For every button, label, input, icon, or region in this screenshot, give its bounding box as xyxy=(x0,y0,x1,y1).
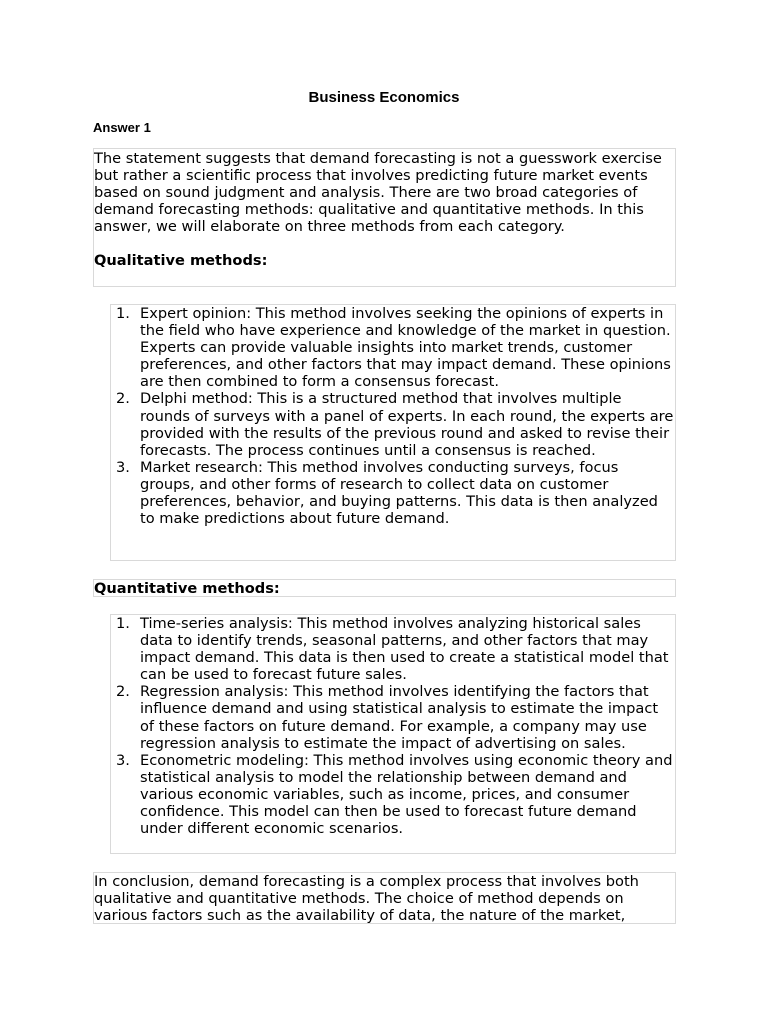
quantitative-list-box xyxy=(110,614,676,854)
list-item xyxy=(111,683,675,751)
list-item-number: 3. xyxy=(116,458,130,476)
conclusion-text-box xyxy=(93,872,676,924)
list-item-text: Expert opinion: This method involves seeking the opinions of experts in the field who have experience and knowledge of the market in question. Experts can provide valuable insights into market trends, customer preferences, and other factors that may impact demand. These opinions are then combined to form a consensus forecast. xyxy=(140,305,671,391)
list-item-number: 1. xyxy=(116,305,130,322)
conclusion-paragraph: In conclusion, demand forecasting is a complex process that involves both qualitative and quantitative methods. The choice of method depends on various factors such as the availability of data, the nature of the market, xyxy=(94,873,639,924)
list-item-number: 2. xyxy=(116,390,130,408)
list-item-text: Market research: This method involves conducting surveys, focus groups, and other forms of research to collect data on customer preferences, behavior, and buying patterns. This data is then analyzed to make predictions about future demand. xyxy=(140,458,658,528)
quantitative-list xyxy=(111,615,675,837)
list-item xyxy=(111,752,675,837)
list-item-number: 1. xyxy=(116,615,130,632)
list-item-text: Econometric modeling: This method involves using economic theory and statistical analysis to model the relationship between demand and various economic variables, such as income, prices, and consumer confidence. This model can then be used to forecast future demand under different economic scenarios. xyxy=(140,751,673,838)
list-item xyxy=(111,390,675,458)
quantitative-heading: Quantitative methods: xyxy=(94,580,280,597)
list-item-text: Time-series analysis: This method involves analyzing historical sales data to identify trends, seasonal patterns, and other factors that may impact demand. This data is then used to create a statistical model that can be used to forecast future sales. xyxy=(140,615,669,684)
list-item-text: Regression analysis: This method involves identifying the factors that influence demand and using statistical analysis to estimate the impact of these factors on future demand. For example, a company may use regression analysis to estimate the impact of advertising on sales. xyxy=(140,683,659,752)
list-item xyxy=(111,305,675,390)
list-item-number: 2. xyxy=(116,683,130,701)
qualitative-list-box xyxy=(110,304,676,561)
document-title: Business Economics xyxy=(308,89,460,106)
list-item xyxy=(111,459,675,527)
list-item-text: Delphi method: This is a structured method that involves multiple rounds of surveys with a panel of experts. In each round, the experts are provided with the results of the previous round and asked to revise their forecasts. The process continues until a consensus is reached. xyxy=(140,390,674,459)
intro-text-box xyxy=(93,148,676,287)
answer-label: Answer 1 xyxy=(93,120,151,135)
list-item-number: 3. xyxy=(116,751,130,769)
qualitative-heading: Qualitative methods: xyxy=(94,252,268,270)
intro-paragraph: The statement suggests that demand forecasting is not a guesswork exercise but rather a scientific process that involves predicting future market events based on sound judgment and analysis. There are two broad categories of demand forecasting methods: qualitative and quantitative methods. In this answer, we will elaborate on three methods from each category. xyxy=(94,150,662,236)
qualitative-list xyxy=(111,305,675,527)
list-item xyxy=(111,615,675,683)
quantitative-heading-box xyxy=(93,579,676,597)
